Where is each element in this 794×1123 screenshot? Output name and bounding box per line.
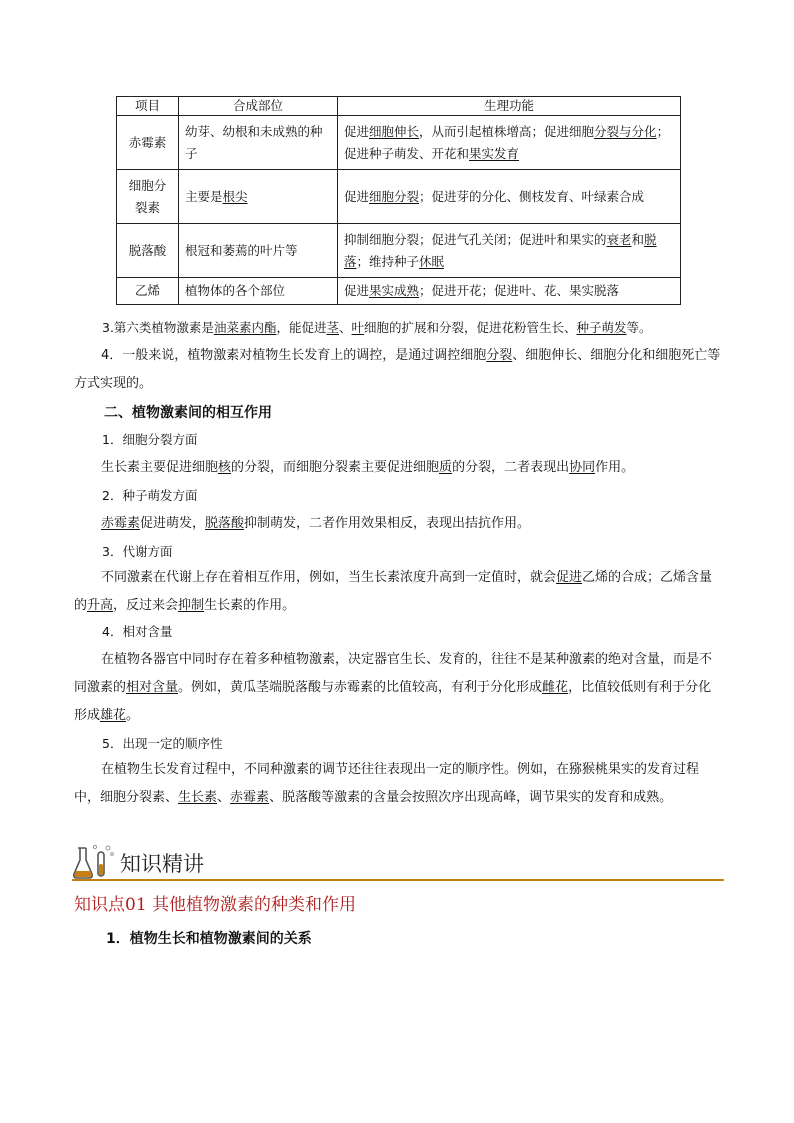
subsection-5-title: 5．出现一定的顺序性 [102,736,223,751]
subsection-2-body: 赤霉素促进萌发，脱落酸抑制萌发，二者作用效果相反，表现出拮抗作用。 [101,516,531,531]
physiological-function: 促进果实成熟；促进开花；促进叶、花、果实脱落 [338,278,681,305]
paragraph-3: 3.第六类植物激素是油菜素内酯，能促进茎、叶细胞的扩展和分裂，促进花粉管生长、种子萌发等。 [102,320,652,335]
section-2-title: 二、植物激素间的相互作用 [104,405,272,421]
subsection-3-title: 3．代谢方面 [102,544,173,559]
subsection-5-body: 在植物生长发育过程中，不同种激素的调节还往往表现出一定的顺序性。例如，在猕猴桃果实的发育过程中，细胞分裂素、生长素、赤霉素、脱落酸等激素的含量会按照次序出现高峰，调节果实的发育和成熟。 [74,762,700,805]
table-row [117,170,681,224]
physiological-function: 抑制细胞分裂；促进气孔关闭；促进叶和果实的衰老和脱落；维持种子休眠 [338,224,681,278]
subsection-1-title: 1．细胞分裂方面 [102,432,198,447]
knowledge-point-item-1: 1．植物生长和植物激素间的关系 [106,931,312,947]
synthesis-site: 幼芽、幼根和未成熟的种子 [179,116,338,170]
knowledge-banner [72,842,724,882]
subsection-4-title: 4．相对含量 [102,624,173,639]
hormone-name: 脱落酸 [117,224,179,278]
banner-title: 知识精讲 [120,852,204,876]
header-function: 生理功能 [338,97,681,116]
table-row [117,224,681,278]
table-header-row [117,97,681,116]
table-row [117,116,681,170]
subsection-4-body: 在植物各器官中同时存在着多种植物激素，决定器官生长、发育的，往往不是某种激素的绝对含量，而是不同激素的相对含量。例如，黄瓜茎端脱落酸与赤霉素的比值较高，有利于分化形成雌花，比值较低则有利于分化形成雄花。 [74,652,713,723]
table-row [117,278,681,305]
flask-icon [72,842,118,880]
header-site: 合成部位 [179,97,338,116]
paragraph-4: 4．一般来说，植物激素对植物生长发育上的调控，是通过调控细胞分裂、细胞伸长、细胞分化和细胞死亡等方式实现的。 [74,348,721,391]
physiological-function: 促进细胞伸长，从而引起植株增高；促进细胞分裂与分化；促进种子萌发、开花和果实发育 [338,116,681,170]
physiological-function: 促进细胞分裂；促进芽的分化、侧枝发育、叶绿素合成 [338,170,681,224]
knowledge-point-title: 知识点01 其他植物激素的种类和作用 [74,895,357,915]
subsection-3-body: 不同激素在代谢上存在着相互作用，例如，当生长素浓度升高到一定值时，就会促进乙烯的合成；乙烯含量的升高，反过来会抑制生长素的作用。 [74,570,713,613]
synthesis-site: 主要是根尖 [179,170,338,224]
synthesis-site: 植物体的各个部位 [179,278,338,305]
hormone-name: 乙烯 [117,278,179,305]
hormone-name: 细胞分裂素 [117,170,179,224]
subsection-1-body: 生长素主要促进细胞核的分裂，而细胞分裂素主要促进细胞质的分裂，二者表现出协同作用。 [101,460,635,475]
subsection-2-title: 2．种子萌发方面 [102,488,198,503]
header-item: 项目 [117,97,179,116]
synthesis-site: 根冠和萎蔫的叶片等 [179,224,338,278]
hormone-name: 赤霉素 [117,116,179,170]
banner-rule [72,879,724,881]
hormone-table [116,96,681,305]
